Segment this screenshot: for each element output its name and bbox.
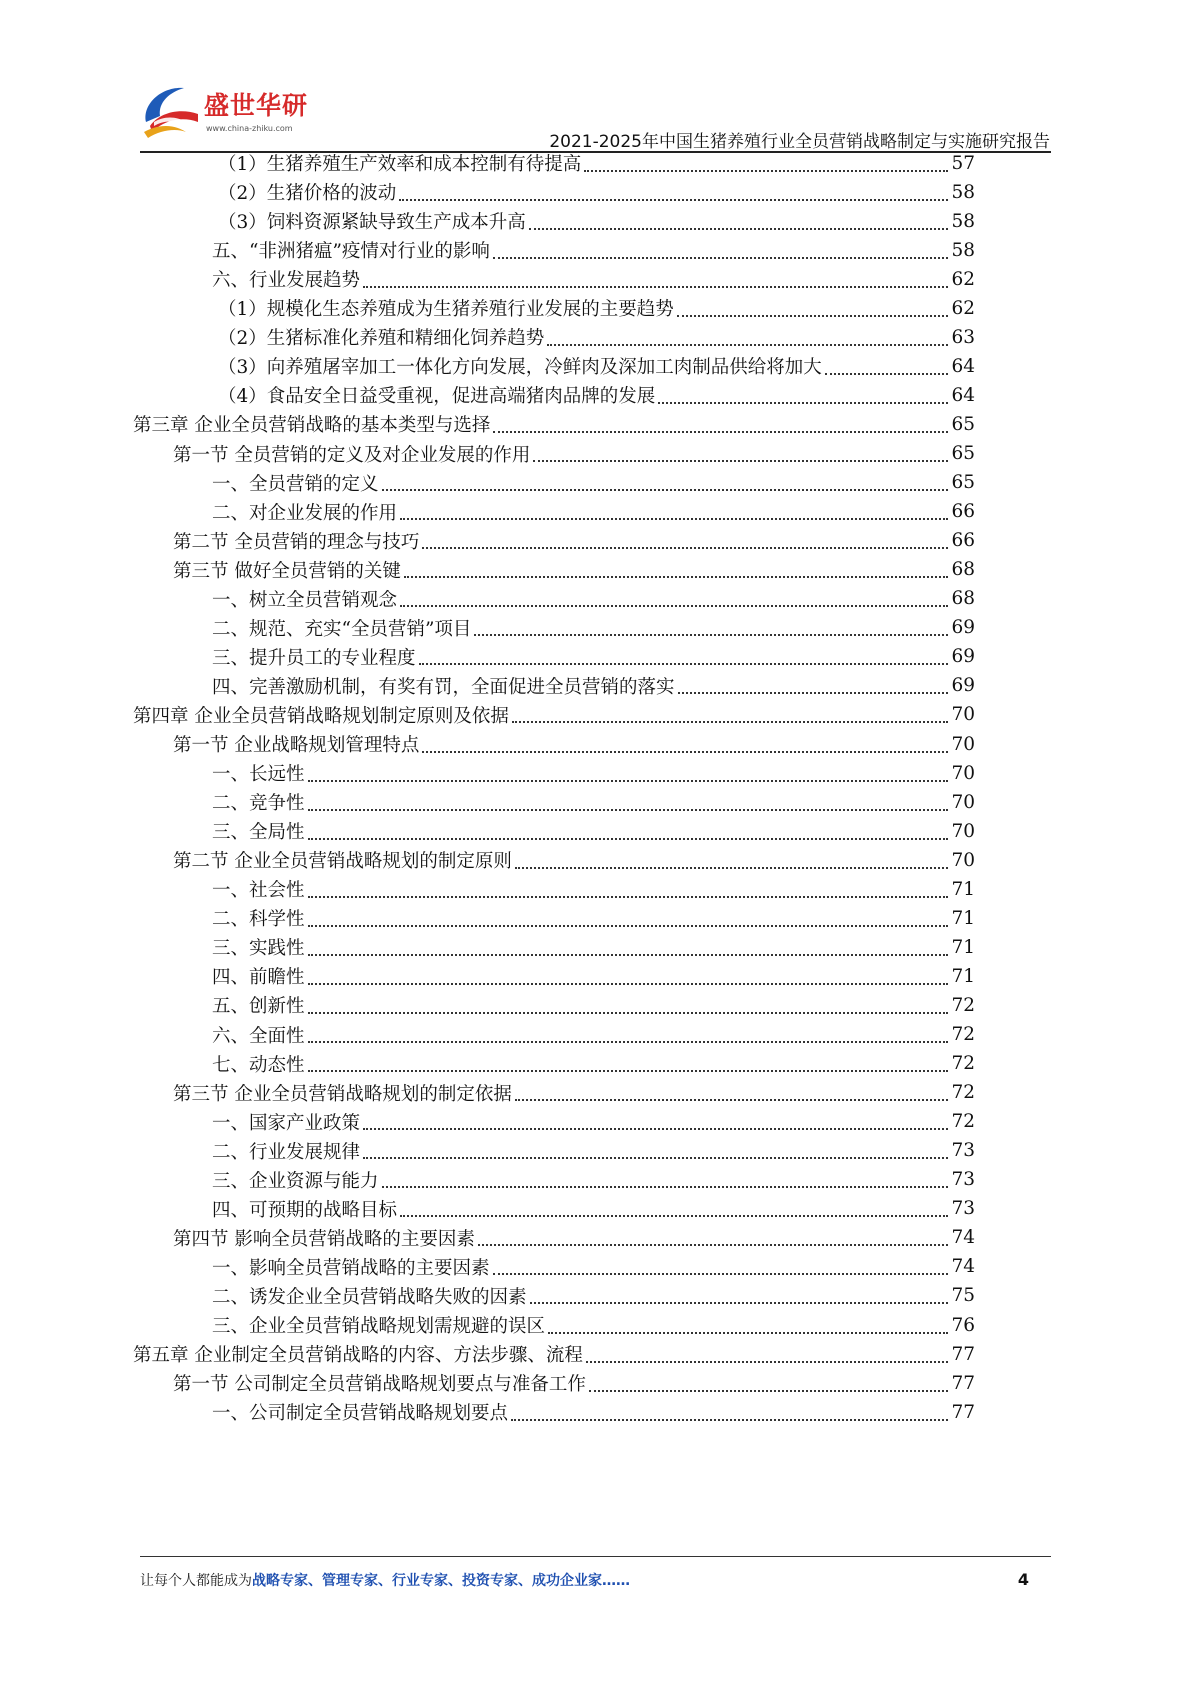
toc-entry-page: 72 <box>951 1082 975 1104</box>
toc-entry[interactable] <box>212 990 975 1020</box>
toc-entry-page: 72 <box>951 994 975 1016</box>
toc-entry-label: 三、企业全员营销战略规划需规避的误区 <box>212 1316 546 1337</box>
toc-entry-label: 第三节 企业全员营销战略规划的制定依据 <box>173 1083 512 1105</box>
toc-entry-page: 63 <box>951 326 975 348</box>
toc-entry-page: 73 <box>951 1198 975 1220</box>
toc-entry-label: （2）生猪价格的波动 <box>218 183 397 205</box>
toc-entry-page: 77 <box>951 1343 975 1365</box>
toc-entry[interactable] <box>218 380 975 410</box>
toc-entry-label: 七、动态性 <box>212 1054 305 1076</box>
toc-entry[interactable] <box>173 439 975 469</box>
toc-dot-leader <box>382 1185 949 1188</box>
toc-dot-leader <box>533 459 948 462</box>
toc-entry-label: 一、国家产业政策 <box>212 1112 361 1134</box>
toc-dot-leader <box>404 575 949 578</box>
toc-entry[interactable] <box>212 264 975 294</box>
toc-entry[interactable] <box>212 787 975 817</box>
toc-entry-label: 四、可预期的战略目标 <box>212 1199 398 1221</box>
toc-entry-label: 第二节 企业全员营销战略规划的制定原则 <box>173 851 512 873</box>
toc-entry-page: 68 <box>951 588 975 610</box>
toc-dot-leader <box>399 198 948 201</box>
toc-entry-page: 72 <box>951 1024 975 1045</box>
toc-dot-leader <box>400 1214 948 1217</box>
toc-entry[interactable] <box>173 1078 975 1108</box>
toc-entry[interactable] <box>212 1397 975 1427</box>
toc-dot-leader <box>400 517 948 520</box>
toc-entry-page: 72 <box>951 1111 975 1133</box>
toc-entry[interactable] <box>212 1252 975 1282</box>
toc-entry[interactable] <box>212 235 975 265</box>
toc-entry[interactable] <box>212 874 975 904</box>
toc-dot-leader <box>308 1040 949 1043</box>
report-title: 2021-2025年中国生猪养殖行业全员营销战略制定与实施研究报告 <box>549 132 1050 152</box>
toc-entry-label: （2）生猪标准化养殖和精细化饲养趋势 <box>218 328 545 350</box>
toc-entry-page: 62 <box>951 297 975 319</box>
toc-entry[interactable] <box>212 1136 975 1166</box>
toc-entry[interactable] <box>212 1194 975 1224</box>
toc-entry[interactable] <box>173 555 975 585</box>
toc-entry[interactable] <box>173 729 975 759</box>
toc-entry-page: 71 <box>951 907 975 929</box>
toc-entry-page: 70 <box>951 733 975 755</box>
toc-entry-page: 71 <box>951 936 975 958</box>
toc-entry[interactable] <box>212 758 975 788</box>
toc-entry-label: （3）饲料资源紧缺导致生产成本升高 <box>218 212 526 234</box>
toc-entry-label: 二、对企业发展的作用 <box>212 502 398 524</box>
toc-dot-leader <box>493 430 948 433</box>
toc-dot-leader <box>308 895 949 898</box>
toc-entry-page: 65 <box>951 443 975 464</box>
toc-entry-page: 64 <box>951 384 975 406</box>
toc-entry-page: 69 <box>951 646 975 668</box>
toc-entry-page: 64 <box>951 355 975 377</box>
toc-dot-leader <box>678 691 949 694</box>
logo-wordmark: 盛世华研 <box>204 91 309 120</box>
toc-entry-label: 第三节 做好全员营销的关键 <box>173 560 401 582</box>
toc-entry-label: （1）规模化生态养殖成为生猪养殖行业发展的主要趋势 <box>218 299 674 321</box>
toc-dot-leader <box>512 720 949 723</box>
toc-entry[interactable] <box>218 206 975 236</box>
toc-entry[interactable] <box>218 293 975 323</box>
toc-entry[interactable] <box>212 1107 975 1137</box>
toc-dot-leader <box>308 1069 949 1072</box>
toc-entry[interactable] <box>212 1165 975 1195</box>
toc-entry-page: 74 <box>951 1227 975 1249</box>
toc-entry-label: 第一节 全员营销的定义及对企业发展的作用 <box>173 444 531 466</box>
toc-entry[interactable] <box>212 1049 975 1079</box>
toc-entry[interactable] <box>212 497 975 527</box>
toc-entry[interactable] <box>212 468 975 498</box>
toc-entry-label: 五、“非洲猪瘟”疫情对行业的影响 <box>212 241 490 263</box>
toc-entry-page: 62 <box>951 268 975 290</box>
toc-dot-leader <box>422 546 948 549</box>
toc-entry-page: 66 <box>951 530 975 552</box>
toc-entry-page: 58 <box>951 181 975 203</box>
toc-entry-page: 70 <box>951 791 975 813</box>
toc-entry-page: 70 <box>951 820 975 842</box>
toc-dot-leader <box>589 1389 949 1392</box>
toc-dot-leader <box>308 924 949 927</box>
toc-entry-page: 73 <box>951 1140 975 1162</box>
toc-dot-leader <box>478 1243 949 1246</box>
toc-entry-page: 70 <box>951 762 975 784</box>
toc-entry[interactable] <box>212 642 975 672</box>
toc-entry-label: 五、创新性 <box>212 996 305 1018</box>
toc-dot-leader <box>308 1011 949 1014</box>
toc-dot-leader <box>493 1272 949 1275</box>
toc-dot-leader <box>363 285 948 288</box>
toc-entry-page: 73 <box>951 1169 975 1191</box>
toc-dot-leader <box>677 314 949 317</box>
toc-dot-leader <box>584 169 948 172</box>
toc-entry[interactable] <box>133 1339 975 1369</box>
toc-entry[interactable] <box>133 700 975 730</box>
toc-entry-page: 75 <box>951 1285 975 1307</box>
company-logo <box>140 82 310 144</box>
page-number: 4 <box>1017 1570 1029 1589</box>
toc-entry-page: 77 <box>951 1372 975 1394</box>
toc-entry[interactable] <box>218 148 975 178</box>
toc-dot-leader <box>547 343 948 346</box>
toc-entry-page: 70 <box>951 849 975 871</box>
footer-slogan-highlight: 战略专家、管理专家、行业专家、投资专家、成功企业家…… <box>252 1573 630 1589</box>
toc-dot-leader <box>548 1331 948 1334</box>
toc-entry-label: 三、企业资源与能力 <box>212 1170 379 1192</box>
toc-entry-label: （1）生猪养殖生产效率和成本控制有待提高 <box>218 154 582 175</box>
toc-entry-label: 第一节 公司制定全员营销战略规划要点与准备工作 <box>173 1374 586 1396</box>
page-footer <box>140 1570 1051 1600</box>
toc-entry-page: 68 <box>951 559 975 581</box>
toc-dot-leader <box>382 488 949 491</box>
toc-entry-page: 57 <box>951 152 975 174</box>
toc-entry-label: 六、行业发展趋势 <box>212 270 361 292</box>
footer-slogan-lead: 让每个人都能成为 <box>140 1573 252 1589</box>
toc-entry-label: 四、完善激励机制，有奖有罚，全面促进全员营销的落实 <box>212 676 675 698</box>
toc-entry-page: 58 <box>951 210 975 232</box>
toc-entry[interactable] <box>133 409 975 439</box>
toc-dot-leader <box>308 779 949 782</box>
toc-dot-leader <box>400 604 948 607</box>
toc-entry[interactable] <box>218 351 975 381</box>
toc-entry-label: 四、前瞻性 <box>212 967 305 989</box>
toc-entry[interactable] <box>218 177 975 207</box>
toc-entry-label: 第五章 企业制定全员营销战略的内容、方法步骤、流程 <box>133 1345 583 1367</box>
toc-dot-leader <box>474 633 948 636</box>
toc-dot-leader <box>515 1098 949 1101</box>
toc-entry-page: 66 <box>951 501 975 523</box>
toc-dot-leader <box>658 401 948 404</box>
toc-entry-label: 二、科学性 <box>212 909 305 931</box>
logo-url: www.china-zhiku.com <box>206 124 293 133</box>
toc-entry-label: 第一节 企业战略规划管理特点 <box>173 735 420 756</box>
toc-entry[interactable] <box>212 903 975 933</box>
toc-dot-leader <box>419 662 949 665</box>
toc-entry[interactable] <box>212 932 975 962</box>
toc-entry-label: 一、公司制定全员营销战略规划要点 <box>212 1403 509 1425</box>
toc-dot-leader <box>422 750 948 753</box>
toc-entry-page: 74 <box>951 1256 975 1278</box>
footer-divider <box>140 1556 1051 1557</box>
toc-dot-leader <box>308 982 949 985</box>
toc-entry[interactable] <box>212 584 975 614</box>
toc-entry[interactable] <box>212 1310 975 1340</box>
toc-entry-page: 65 <box>951 472 975 494</box>
toc-entry[interactable] <box>173 526 975 556</box>
toc-entry-label: 三、提升员工的专业程度 <box>212 647 416 669</box>
toc-entry-label: 二、诱发企业全员营销战略失败的因素 <box>212 1286 527 1308</box>
toc-entry[interactable] <box>173 1223 975 1253</box>
toc-dot-leader <box>515 866 949 869</box>
toc-entry-label: （3）向养殖屠宰加工一体化方向发展，冷鲜肉及深加工肉制品供给将加大 <box>218 357 822 379</box>
toc-entry-page: 69 <box>951 675 975 697</box>
page-header <box>0 0 1191 150</box>
book-swoosh-logo-icon <box>140 82 204 144</box>
toc-entry[interactable] <box>212 1020 975 1050</box>
toc-entry-label: 第三章 企业全员营销战略的基本类型与选择 <box>133 415 491 437</box>
toc-entry-label: 第四章 企业全员营销战略规划制定原则及依据 <box>133 705 509 727</box>
toc-entry[interactable] <box>212 613 975 643</box>
toc-entry-page: 72 <box>951 1053 975 1075</box>
toc-entry-label: 一、树立全员营销观念 <box>212 589 398 611</box>
toc-entry-page: 69 <box>951 617 975 639</box>
toc-entry-label: 三、实践性 <box>212 938 305 960</box>
toc-entry[interactable] <box>212 671 975 701</box>
toc-entry-label: 二、规范、充实“全员营销”项目 <box>212 618 472 640</box>
toc-dot-leader <box>586 1360 949 1363</box>
toc-entry-page: 71 <box>951 878 975 900</box>
toc-entry-label: 一、影响全员营销战略的主要因素 <box>212 1257 490 1279</box>
toc-entry-label: 第二节 全员营销的理念与技巧 <box>173 531 420 553</box>
toc-dot-leader <box>363 1156 948 1159</box>
toc-entry-page: 58 <box>951 239 975 261</box>
toc-entry-page: 77 <box>951 1401 975 1423</box>
toc-dot-leader <box>511 1418 948 1421</box>
toc-entry-label: 一、全员营销的定义 <box>212 473 379 495</box>
toc-dot-leader <box>529 227 949 230</box>
toc-entry-label: 一、社会性 <box>212 880 305 902</box>
toc-dot-leader <box>308 953 949 956</box>
toc-entry-label: 二、行业发展规律 <box>212 1141 361 1163</box>
toc-dot-leader <box>530 1301 949 1304</box>
toc-entry-page: 71 <box>951 965 975 987</box>
toc-dot-leader <box>363 1127 948 1130</box>
toc-entry[interactable] <box>212 961 975 991</box>
toc-entry[interactable] <box>212 816 975 846</box>
toc-entry-label: 第四节 影响全员营销战略的主要因素 <box>173 1228 475 1250</box>
toc-entry[interactable] <box>218 322 975 352</box>
toc-dot-leader <box>308 808 949 811</box>
toc-entry-label: 二、竞争性 <box>212 793 305 815</box>
toc-entry[interactable] <box>212 1281 975 1311</box>
toc-entry-label: 一、长远性 <box>212 764 305 786</box>
toc-entry-label: 三、全局性 <box>212 822 305 844</box>
toc-entry[interactable] <box>173 1368 975 1398</box>
toc-entry-page: 70 <box>951 704 975 726</box>
toc-entry-page: 76 <box>951 1314 975 1336</box>
toc-dot-leader <box>308 837 949 840</box>
toc-entry[interactable] <box>173 845 975 875</box>
toc-entry-label: （4）食品安全日益受重视，促进高端猪肉品牌的发展 <box>218 386 656 408</box>
toc-entry-label: 六、全面性 <box>212 1025 305 1047</box>
toc-entry-page: 65 <box>951 413 975 435</box>
toc-dot-leader <box>493 256 949 259</box>
toc-dot-leader <box>825 372 949 375</box>
